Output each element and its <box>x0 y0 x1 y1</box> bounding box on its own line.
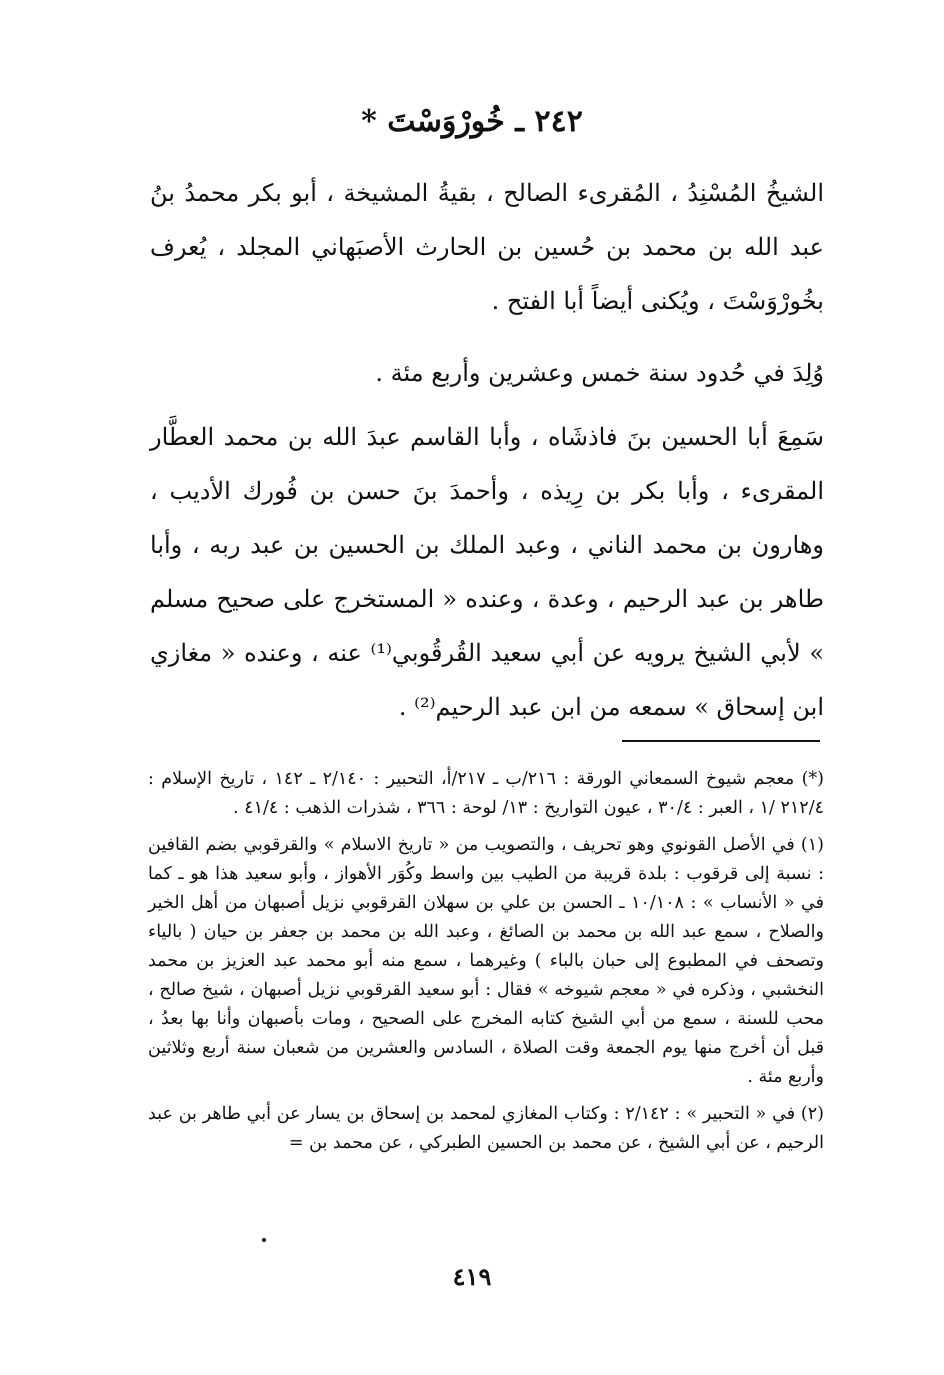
footnote-dot-mark <box>262 1238 266 1242</box>
footnote-sources: (*) معجم شيوخ السمعاني الورقة : ٢١٦/ب ـ ٢١٧/أ، التحبير : ٢/١٤٠ ـ ١٤٢ ، تاريخ الإسلام : ٢١٢/٤ /١ ، العبر : ٣٠/٤ ، عيون التواريخ : ١٣/ لوحة : ٣٦٦ ، شذرات الذهب : ٤١/٤ . <box>148 769 824 818</box>
page-number: ٤١٩ <box>452 1262 492 1291</box>
birth-paragraph: وُلِدَ في حُدود سنة خمس وعشرين وأربع مئة . <box>375 359 824 387</box>
footnote-divider <box>622 740 820 742</box>
footnote-1: (١) في الأصل القونوي وهو تحريف ، والتصويب من « تاريخ الاسلام » والقرقوبي بضم القافين : نسبة إلى قرقوب : بلدة قريبة من الطيب بين واسط وكُوَر الأهواز ، وأبو سعيد هذا هو ـ كما في « الأنساب » : ١٠/١٠٨ ـ الحسن بن علي بن سهلان القرقوبي نزيل أصبهان من أهل الخير والصلاح ، سمع عبد الله بن محمد بن الصائغ ، وعبد الله بن محمد بن جعفر بن حيان ( بالياء وتصحف في المطبوع إلى حبان بالباء ) وغيرهما ، سمع منه أبو محمد عبد العزيز بن محمد النخشبي ، وذكره في « معجم شيوخه » فقال : أبو سعيد القرقوبي نزيل أصبهان ، شيخ صالح ، محب للسنة ، سمع من أبي الشيخ كتابه المخرج على الصحيح ، ومات بأصبهان وأنا بها بعدُ ، قبل أن أخرج منها يوم الجمعة وقت الصلاة ، السادس والعشرين من شعبان سنة أربع وثلاثين وأربع مئة . <box>148 835 825 1087</box>
biography-paragraph: الشيخُ المُسْنِدُ ، المُقرىء الصالح ، بقيةُ المشيخة ، أبو بكر محمدُ بنُ عبد الله بن محمد بن حُسين بن الحارث الأصبَهاني المجلد ، يُعرف بخُورْوَسْتَ ، ويُكنى أيضاً أبا الفتح . <box>150 179 824 315</box>
teachers-paragraph: سَمِعَ أبا الحسين بنَ فاذشَاه ، وأبا القاسم عبدَ الله بن محمد العطَّار المقرىء ، وأبا بكر بن رِيذه ، وأحمدَ بنَ حسن بن فُورك الأديب ، وهارون بن محمد الناني ، وعبد الملك بن الحسين بن عبد ربه ، وأبا طاهر بن عبد الرحيم ، وعدة ، وعنده « المستخرج على صحيح مسلم » لأبي الشيخ يرويه عن أبي سعيد القُرقُوبي⁽¹⁾ عنه ، وعنده « مغازي ابن إسحاق » سمعه من ابن عبد الرحيم⁽²⁾ . <box>150 423 825 721</box>
footnote-2: (٢) في « التحبير » : ٢/١٤٢ : وكتاب المغازي لمحمد بن إسحاق بن يسار عن أبي طاهر بن عبد الرحيم ، عن أبي الشيخ ، عن محمد بن الحسين الطبركي ، عن محمد بن = <box>148 1104 824 1153</box>
footnotes-section <box>148 765 824 1166</box>
entry-title: ٢٤٢ ـ خُورْوَسْتَ * <box>361 104 583 139</box>
